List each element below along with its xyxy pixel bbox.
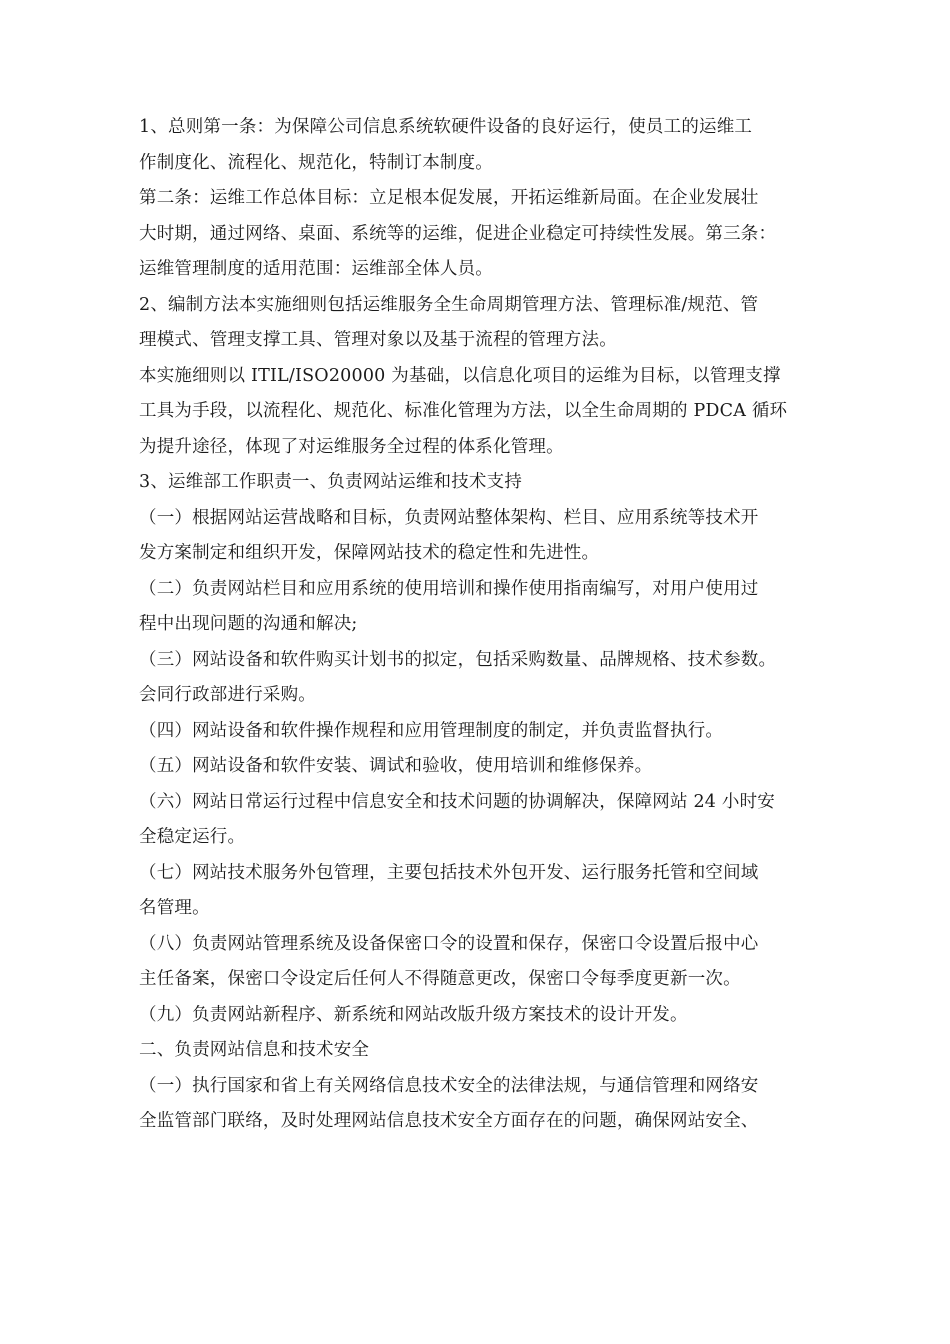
- text-line: （四）网站设备和软件操作规程和应用管理制度的制定，并负责监督执行。: [139, 720, 724, 741]
- text-line: 2、编制方法本实施细则包括运维服务全生命周期管理方法、管理标准/规范、管: [139, 294, 759, 315]
- text-line: 发方案制定和组织开发，保障网站技术的稳定性和先进性。: [139, 543, 600, 563]
- text-line: 1、总则第一条：为保障公司信息系统软硬件设备的良好运行，使员工的运维工: [139, 117, 753, 137]
- document-body: [139, 110, 829, 1140]
- paragraph: [139, 288, 829, 359]
- paragraph: [139, 572, 829, 643]
- paragraph: [139, 1069, 829, 1140]
- text-line: 运维管理制度的适用范围：运维部全体人员。: [139, 259, 493, 279]
- text-line: （五）网站设备和软件安装、调试和验收，使用培训和维修保养。: [139, 756, 653, 776]
- text-line: 会同行政部进行采购。: [139, 685, 316, 705]
- text-line: 作制度化、流程化、规范化，特制订本制度。: [139, 152, 493, 173]
- paragraph: [139, 465, 829, 501]
- paragraph: [139, 359, 829, 466]
- text-line: （一）根据网站运营战略和目标，负责网站整体架构、栏目、应用系统等技术开: [139, 507, 759, 528]
- text-line: 程中出现问题的沟通和解决;: [139, 614, 358, 634]
- text-line: 全稳定运行。: [139, 827, 246, 847]
- text-line: 工具为手段，以流程化、规范化、标准化管理为方法，以全生命周期的 PDCA 循环: [139, 401, 788, 421]
- paragraph: [139, 856, 829, 927]
- text-line: 本实施细则以 ITIL/ISO20000 为基础，以信息化项目的运维为目标，以管理支撑: [139, 365, 781, 386]
- paragraph: [139, 749, 829, 785]
- paragraph: [139, 181, 829, 288]
- text-line: 名管理。: [139, 898, 210, 918]
- text-line: （八）负责网站管理系统及设备保密口令的设置和保存，保密口令设置后报中心: [139, 933, 759, 954]
- text-line: 主任备案，保密口令设定后任何人不得随意更改，保密口令每季度更新一次。: [139, 969, 741, 989]
- text-line: （九）负责网站新程序、新系统和网站改版升级方案技术的设计开发。: [139, 1004, 688, 1025]
- paragraph: [139, 110, 829, 181]
- paragraph: [139, 927, 829, 998]
- text-line: （三）网站设备和软件购买计划书的拟定，包括采购数量、品牌规格、技术参数。: [139, 649, 777, 670]
- paragraph: [139, 785, 829, 856]
- text-line: （七）网站技术服务外包管理，主要包括技术外包开发、运行服务托管和空间域: [139, 862, 759, 883]
- text-line: （六）网站日常运行过程中信息安全和技术问题的协调解决，保障网站 24 小时安: [139, 791, 775, 812]
- paragraph: [139, 643, 829, 714]
- text-line: （一）执行国家和省上有关网络信息技术安全的法律法规，与通信管理和网络安: [139, 1075, 759, 1096]
- text-line: 3、运维部工作职责一、负责网站运维和技术支持: [139, 472, 523, 492]
- paragraph: [139, 998, 829, 1034]
- text-line: 二、负责网站信息和技术安全: [139, 1040, 370, 1060]
- text-line: 大时期，通过网络、桌面、系统等的运维，促进企业稳定可持续性发展。第三条：: [139, 223, 777, 244]
- paragraph: [139, 1033, 829, 1069]
- text-line: 为提升途径，体现了对运维服务全过程的体系化管理。: [139, 436, 564, 457]
- text-line: 理模式、管理支撑工具、管理对象以及基于流程的管理方法。: [139, 330, 617, 350]
- text-line: 全监管部门联络，及时处理网站信息技术安全方面存在的问题，确保网站安全、: [139, 1111, 759, 1131]
- text-line: 第二条：运维工作总体目标：立足根本促发展，开拓运维新局面。在企业发展壮: [139, 188, 759, 208]
- paragraph: [139, 714, 829, 750]
- paragraph: [139, 501, 829, 572]
- text-line: （二）负责网站栏目和应用系统的使用培训和操作使用指南编写，对用户使用过: [139, 578, 759, 599]
